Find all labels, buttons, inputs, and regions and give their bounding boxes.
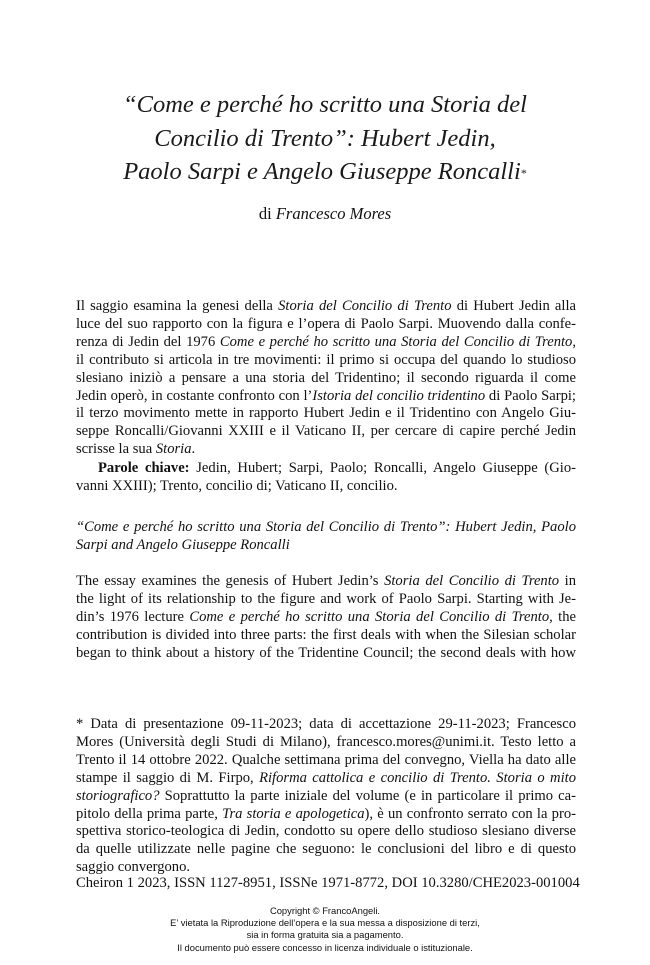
author-name: Francesco Mores (275, 204, 392, 223)
keywords-label: Parole chiave: (98, 460, 190, 476)
title-line: “Come e perché ho scritto una Storia del (123, 91, 527, 118)
title-line: Paolo Sarpi e Angelo Giuseppe Roncalli* (123, 158, 527, 185)
citation-line: Cheiron 1 2023, ISSN 1127-8951, ISSNe 1971-8772, DOI 10.3280/CHE2023-001004 (76, 875, 580, 891)
english-title: “Come e perché ho scritto una Storia del Concilio di Trento”: Hubert Jedin, Paolo Sarpi and Angelo Giuseppe Roncalli (76, 519, 576, 553)
author-byline: di Francesco Mores (258, 204, 392, 223)
title-line: Concilio di Trento”: Hubert Jedin, (154, 124, 496, 152)
footnote: * Data di presentazione 09-11-2023; data di accettazione 29-11-2023; Francesco Mores (Università degli Studi di Milano), francesco.mores@unimi.it. Testo letto a Trento il 14 ottobre 2022. Qualche settimana prima del convegno, Viella ha dato alle stampe il saggio di M. Firpo, Riforma cattolica e concilio di Trento. Storia o mito storiografico? Soprattutto la parte iniziale del volume (e in particolare il primo ca- pitolo della prima parte, Tra storia e apologetica), è un confronto serrato con la pro- spettiva storico-teologica di Jedin, condotto su opere dello studioso slesiano diverse da quelle utilizzate nelle pagine che seguono: le conclusioni del libro e di questo saggio convergono. (76, 716, 576, 876)
abstract-english: The essay examines the genesis of Hubert Jedin’s Storia del Concilio di Trento in the light of its relationship to the figure and work of Paolo Sarpi. Starting with Je- din’s 1976 lecture Come e perché ho scritto una Storia del Concilio di Trento, the contribution is divided into three parts: the first deals with when the Silesian scholar began to think about a history of the Tridentine Council; the second deals with how (76, 573, 577, 661)
keywords: Parole chiave: Jedin, Hubert; Sarpi, Paolo; Roncalli, Angelo Giuseppe (Gio- vanni XXIII); Trento, concilio di; Vaticano II, concilio. (76, 460, 576, 494)
copyright-notice: Copyright © FrancoAngeli. E’ vietata la Riproduzione dell’opera e la sua messa a disposizione di terzi, sia in forma gratuita sia a pagamento. Il documento può essere concesso in licenza individuale o istituzionale. (170, 905, 480, 953)
article-title (60, 88, 590, 189)
footnote-mark: * (520, 166, 527, 180)
abstract-italian: Il saggio esamina la genesi della Storia del Concilio di Trento di Hubert Jedin alla luce del suo rapporto con la figura e l’opera di Paolo Sarpi. Muovendo dalla confe- renza di Jedin del 1976 Come e perché ho scritto una Storia del Concilio di Trento, il contributo si articola in tre movimenti: il primo si occupa del quando lo studioso slesiano iniziò a pensare a una storia del Tridentino; il secondo riguarda il come Jedin operò, in costante confronto con l’Istoria del concilio tridentino di Paolo Sarpi; il terzo movimento mette in rapporto Hubert Jedin e il Tridentino con Angelo Giu- seppe Roncalli/Giovanni XXIII e il Vaticano II, per cercare di capire perché Jedin scrisse la sua Storia. (76, 298, 576, 458)
